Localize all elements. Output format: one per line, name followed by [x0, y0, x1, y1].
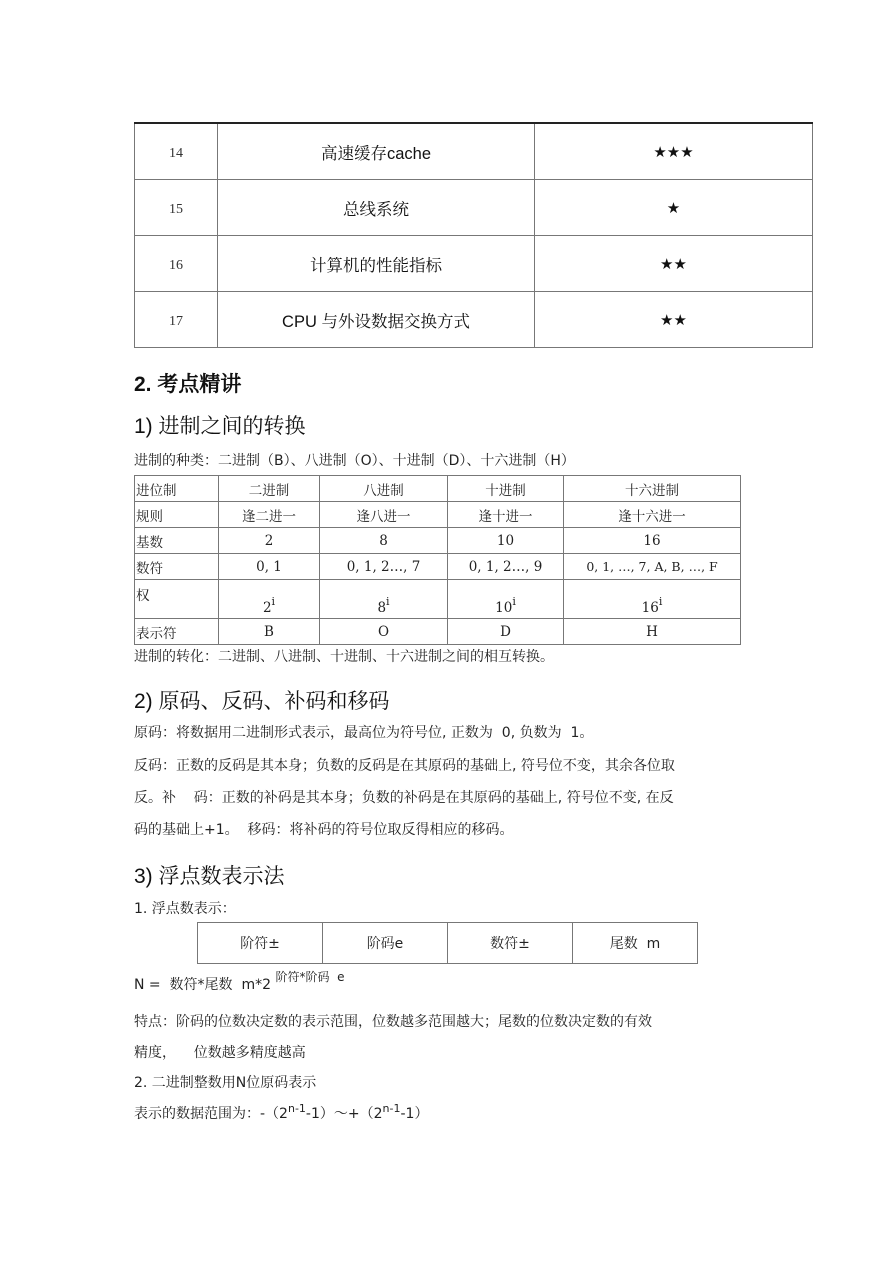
range-formula — [134, 1103, 428, 1123]
table-cell: B — [219, 619, 320, 645]
header-cell: 进位制 — [135, 476, 219, 502]
table-cell: 逢十六进一 — [564, 502, 741, 528]
row-number: 14 — [135, 123, 218, 180]
table-row — [135, 619, 741, 645]
table-cell: O — [320, 619, 448, 645]
table-cell: 2 — [219, 528, 320, 554]
weight-base: 10 — [495, 600, 513, 616]
weight-base: 8 — [377, 600, 387, 616]
table-row — [135, 580, 741, 619]
table-cell — [320, 580, 448, 619]
range-exponent: n-1 — [382, 1102, 401, 1115]
header-cell: 十进制 — [448, 476, 564, 502]
weight-exponent: i — [271, 595, 276, 608]
range-prefix: 表示的数据范围为：-（2 — [134, 1106, 288, 1122]
table-cell: 逢十进一 — [448, 502, 564, 528]
row-label: 表示符 — [135, 619, 219, 645]
row-label: 规则 — [135, 502, 219, 528]
table-cell: 逢二进一 — [219, 502, 320, 528]
subsection-heading: 1) 进制之间的转换 — [134, 415, 306, 438]
table-cell: H — [564, 619, 741, 645]
range-mid: -1）～+（2 — [305, 1106, 383, 1122]
range-suffix: -1） — [400, 1106, 429, 1122]
weight-base: 2 — [262, 600, 272, 616]
table-row — [135, 528, 741, 554]
row-label: 权 — [135, 580, 219, 619]
subsection-heading: 3) 浮点数表示法 — [134, 865, 285, 888]
row-number: 17 — [135, 292, 218, 348]
topic-cell: 高速缓存cache — [218, 123, 535, 180]
table-cell — [564, 580, 741, 619]
field-cell: 数符± — [448, 923, 573, 964]
importance-stars: ★★ — [535, 292, 813, 348]
formula-exponent: 阶符*阶码 e — [275, 970, 345, 984]
table-row — [135, 180, 813, 236]
header-cell: 二进制 — [219, 476, 320, 502]
header-cell: 十六进制 — [564, 476, 741, 502]
row-label: 数符 — [135, 554, 219, 580]
weight-exponent: i — [658, 595, 663, 608]
float-format-table — [197, 922, 698, 964]
importance-stars: ★★★ — [535, 123, 813, 180]
section-heading: 2. 考点精讲 — [134, 373, 242, 396]
topic-cell: CPU 与外设数据交换方式 — [218, 292, 535, 348]
table-cell: D — [448, 619, 564, 645]
list-item: 2. 二进制整数用N位原码表示 — [134, 1075, 317, 1091]
importance-stars: ★ — [535, 180, 813, 236]
paragraph: 原码：将数据用二进制形式表示，最高位为符号位, 正数为 0, 负数为 1。 — [134, 725, 594, 741]
topic-cell: 总线系统 — [218, 180, 535, 236]
table-row — [135, 476, 741, 502]
table-row — [135, 554, 741, 580]
paragraph: 反码：正数的反码是其本身；负数的反码是在其原码的基础上, 符号位不变，其余各位取 — [134, 758, 675, 774]
table-cell: 0, 1 — [219, 554, 320, 580]
table-row — [135, 292, 813, 348]
table-cell: 逢八进一 — [320, 502, 448, 528]
field-cell: 阶符± — [198, 923, 323, 964]
table-cell: 16 — [564, 528, 741, 554]
field-cell: 尾数 m — [573, 923, 698, 964]
table-cell: 10 — [448, 528, 564, 554]
paragraph: 精度， 位数越多精度越高 — [134, 1045, 306, 1061]
weight-exponent: i — [512, 595, 516, 608]
paragraph: 反。补 码：正数的补码是其本身；负数的补码是在其原码的基础上, 符号位不变, 在反 — [134, 790, 674, 806]
table-cell — [448, 580, 564, 619]
paragraph: 进制的转化：二进制、八进制、十进制、十六进制之间的相互转换。 — [134, 649, 554, 665]
row-number: 15 — [135, 180, 218, 236]
header-cell: 八进制 — [320, 476, 448, 502]
row-number: 16 — [135, 236, 218, 292]
exam-points-table — [134, 122, 813, 348]
list-item: 1. 浮点数表示： — [134, 901, 236, 917]
table-cell — [219, 580, 320, 619]
table-cell: 8 — [320, 528, 448, 554]
range-exponent: n-1 — [287, 1102, 306, 1115]
paragraph: 特点：阶码的位数决定数的表示范围，位数越多范围越大；尾数的位数决定数的有效 — [134, 1014, 652, 1030]
base-table — [134, 475, 741, 645]
table-row — [135, 123, 813, 180]
paragraph: 进制的种类：二进制（B）、八进制（O）、十进制（D）、十六进制（H） — [134, 453, 575, 469]
table-cell: 0, 1, 2…, 7 — [320, 554, 448, 580]
table-row — [135, 236, 813, 292]
table-row — [135, 502, 741, 528]
paragraph: 码的基础上+1。 移码：将补码的符号位取反得相应的移码。 — [134, 822, 514, 838]
field-cell: 阶码e — [323, 923, 448, 964]
formula — [134, 970, 345, 994]
table-row — [198, 923, 698, 964]
weight-base: 16 — [641, 600, 659, 616]
table-cell: 0, 1, 2…, 9 — [448, 554, 564, 580]
topic-cell: 计算机的性能指标 — [218, 236, 535, 292]
subsection-heading: 2) 原码、反码、补码和移码 — [134, 690, 390, 713]
weight-exponent: i — [386, 595, 390, 608]
row-label: 基数 — [135, 528, 219, 554]
importance-stars: ★★ — [535, 236, 813, 292]
table-cell: 0, 1, …, 7, A, B, …, F — [564, 554, 741, 580]
formula-main: N = 数符*尾数 m*2 — [134, 977, 271, 993]
